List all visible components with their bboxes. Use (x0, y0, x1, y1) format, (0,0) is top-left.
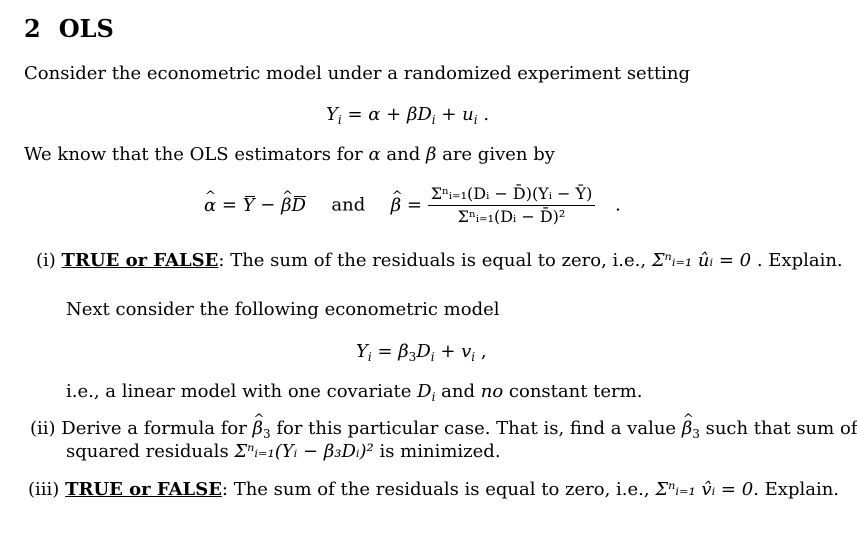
next-model-line (66, 299, 500, 321)
eq2-v: v (461, 341, 472, 362)
item-1-text-after: . Explain. (751, 250, 843, 271)
section-heading (24, 14, 114, 43)
item-2-beta3-sub: 3 (262, 427, 271, 441)
eq1-alpha: α (368, 104, 381, 125)
eq2-v-sub: i (471, 350, 476, 364)
item-2-line2-suffix: is minimized. (373, 441, 501, 462)
eq2-lhs-sub: i (367, 350, 372, 364)
item-1-sum-expr: Σⁿᵢ₌₁ ûᵢ = 0 (651, 250, 752, 271)
eq1-end: . (477, 104, 490, 125)
question-item-2-line-2 (66, 441, 501, 463)
item-2-line1-mid: for this particular case. That is, find a value (270, 418, 682, 439)
item-2-line1-prefix: Derive a formula for (61, 418, 253, 439)
item-2-line1-suffix: such that sum of (699, 418, 857, 439)
model-equation-1 (326, 104, 489, 131)
estimators-equation (204, 184, 621, 227)
question-item-1 (36, 250, 843, 272)
ie-line-suffix: constant term. (503, 381, 643, 402)
ols-line-alpha: α (368, 144, 381, 165)
item-2-beta3b-hat: ^ β (682, 418, 692, 440)
eq1-u: u (462, 104, 474, 125)
item-2-beta3b-sub: 3 (692, 427, 700, 441)
eq2-beta: β (398, 341, 409, 362)
estimators-minus: − (254, 194, 282, 216)
fraction-numerator: Σⁿᵢ₌₁(Dᵢ − D̄)(Yᵢ − Ȳ) (428, 184, 596, 206)
question-item-3 (28, 479, 839, 501)
eq2-lhs: Y (356, 341, 368, 362)
eq1-plus-1: + (380, 104, 407, 125)
eq1-D: D (417, 104, 432, 125)
estimators-eq-2: = (401, 194, 428, 216)
ols-line-beta: β (425, 144, 437, 165)
ie-line-no: no (480, 381, 504, 402)
item-1-text-before: : The sum of the residuals is equal to zero, i.e., (218, 250, 652, 271)
eq2-beta-sub: 3 (408, 350, 417, 364)
item-3-true-false: TRUE or FALSE (65, 479, 222, 500)
section-number: 2 (24, 14, 41, 43)
item-3-sum-expr: Σⁿᵢ₌₁ v̂ᵢ = 0 (655, 479, 754, 500)
eq2-end: , (475, 341, 487, 362)
eq1-u-sub: i (473, 113, 478, 127)
estimators-end: . (615, 194, 621, 216)
item-3-label: (iii) (28, 479, 60, 500)
eq2-D-sub: i (430, 350, 435, 364)
ie-line-prefix: i.e., a linear model with one covariate (66, 381, 418, 402)
eq1-D-sub: i (431, 113, 436, 127)
eq2-D: D (416, 341, 431, 362)
eq1-plus-2: + (435, 104, 463, 125)
item-2-line2-prefix: squared residuals (66, 441, 235, 462)
intro-text: Consider the econometric model under a randomized experiment setting (24, 63, 691, 84)
d-bar: D (291, 194, 306, 216)
fraction-denominator: Σⁿᵢ₌₁(Dᵢ − D̄)² (457, 207, 566, 226)
item-3-text-before: : The sum of the residuals is equal to zero, i.e., (221, 479, 656, 500)
model-equation-2 (356, 341, 487, 368)
eq2-equals: = (371, 341, 399, 362)
intro-paragraph (24, 63, 690, 85)
eq1-equals: = (341, 104, 369, 125)
ie-line-D: D (417, 381, 432, 402)
item-2-line2-expr: Σⁿᵢ₌₁(Yᵢ − β₃Dᵢ)² (234, 441, 374, 462)
estimators-eq-1: = (216, 194, 243, 216)
item-1-label: (i) (36, 250, 56, 271)
eq1-lhs-sub: i (337, 113, 342, 127)
eq2-plus: + (434, 341, 462, 362)
beta-hat-fraction (428, 184, 596, 227)
estimators-and: and (331, 194, 366, 216)
eq1-beta: β (406, 104, 418, 125)
item-1-true-false: TRUE or FALSE (61, 250, 219, 271)
next-line-text: Next consider the following econometric model (66, 299, 500, 320)
item-2-label: (ii) (30, 418, 56, 439)
ie-line-D-sub: i (431, 390, 436, 404)
beta-hat: ^ β (281, 195, 291, 217)
item-2-beta3-hat: ^ β (253, 418, 263, 440)
ie-line-mid: and (435, 381, 481, 402)
eq1-lhs: Y (326, 104, 338, 125)
section-title: OLS (58, 14, 114, 43)
alpha-hat: ^ α (204, 195, 216, 217)
ie-line (66, 381, 642, 408)
item-3-text-after: . Explain. (753, 479, 840, 500)
ols-line-mid: and (380, 144, 426, 165)
ols-line-prefix: We know that the OLS estimators for (24, 144, 369, 165)
ols-intro-line (24, 144, 555, 166)
y-bar: Y (242, 194, 255, 216)
ols-line-suffix: are given by (436, 144, 555, 165)
beta-hat-2: ^ β (391, 195, 401, 217)
